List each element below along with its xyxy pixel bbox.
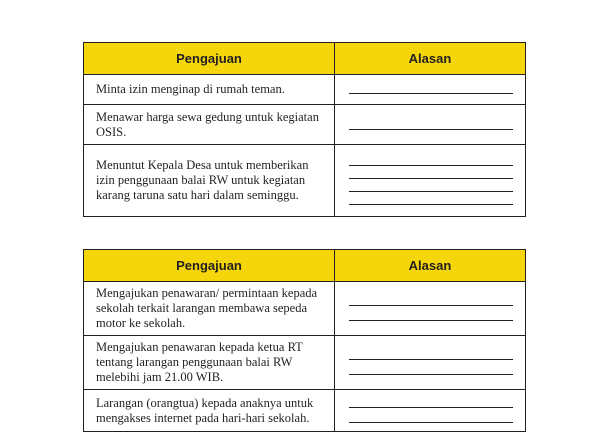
pengajuan-cell: Mengajukan penawaran/ permintaan kepada sekolah terkait larangan membawa sepeda motor ke sekolah. <box>84 282 335 336</box>
header-alasan: Alasan <box>335 43 526 75</box>
table-row <box>84 105 526 145</box>
answer-line <box>349 306 513 321</box>
header-alasan: Alasan <box>335 250 526 282</box>
answer-line <box>349 398 513 408</box>
answer-line <box>349 296 513 306</box>
table-header-row <box>84 43 526 75</box>
alasan-answer-cell[interactable] <box>335 336 526 390</box>
table-row <box>84 282 526 336</box>
answer-line <box>349 192 513 205</box>
answer-line <box>349 120 513 130</box>
answer-line <box>349 157 513 166</box>
pengajuan-cell: Mengajukan penawaran kepada ketua RT tentang larangan penggunaan balai RW melebihi jam 21.00 WIB. <box>84 336 335 390</box>
pengajuan-cell: Menawar harga sewa gedung untuk kegiatan OSIS. <box>84 105 335 145</box>
answer-line <box>349 85 513 94</box>
pengajuan-cell: Larangan (orangtua) kepada anaknya untuk mengakses internet pada hari-hari sekolah. <box>84 390 335 432</box>
alasan-answer-cell[interactable] <box>335 390 526 432</box>
answer-line <box>349 179 513 192</box>
answer-line <box>349 408 513 423</box>
pengajuan-cell: Menuntut Kepala Desa untuk memberikan izin penggunaan balai RW untuk kegiatan karang taruna satu hari dalam seminggu. <box>84 145 335 217</box>
table-row <box>84 75 526 105</box>
header-pengajuan: Pengajuan <box>84 250 335 282</box>
alasan-answer-cell[interactable] <box>335 75 526 105</box>
worksheet-table-1 <box>83 42 526 217</box>
pengajuan-cell: Minta izin menginap di rumah teman. <box>84 75 335 105</box>
table-row <box>84 145 526 217</box>
answer-line <box>349 350 513 360</box>
alasan-answer-cell[interactable] <box>335 282 526 336</box>
header-pengajuan: Pengajuan <box>84 43 335 75</box>
alasan-answer-cell[interactable] <box>335 145 526 217</box>
alasan-answer-cell[interactable] <box>335 105 526 145</box>
table-row <box>84 336 526 390</box>
table-row <box>84 390 526 432</box>
answer-line <box>349 166 513 179</box>
table-header-row <box>84 250 526 282</box>
answer-line <box>349 360 513 375</box>
worksheet-table-2 <box>83 249 526 432</box>
